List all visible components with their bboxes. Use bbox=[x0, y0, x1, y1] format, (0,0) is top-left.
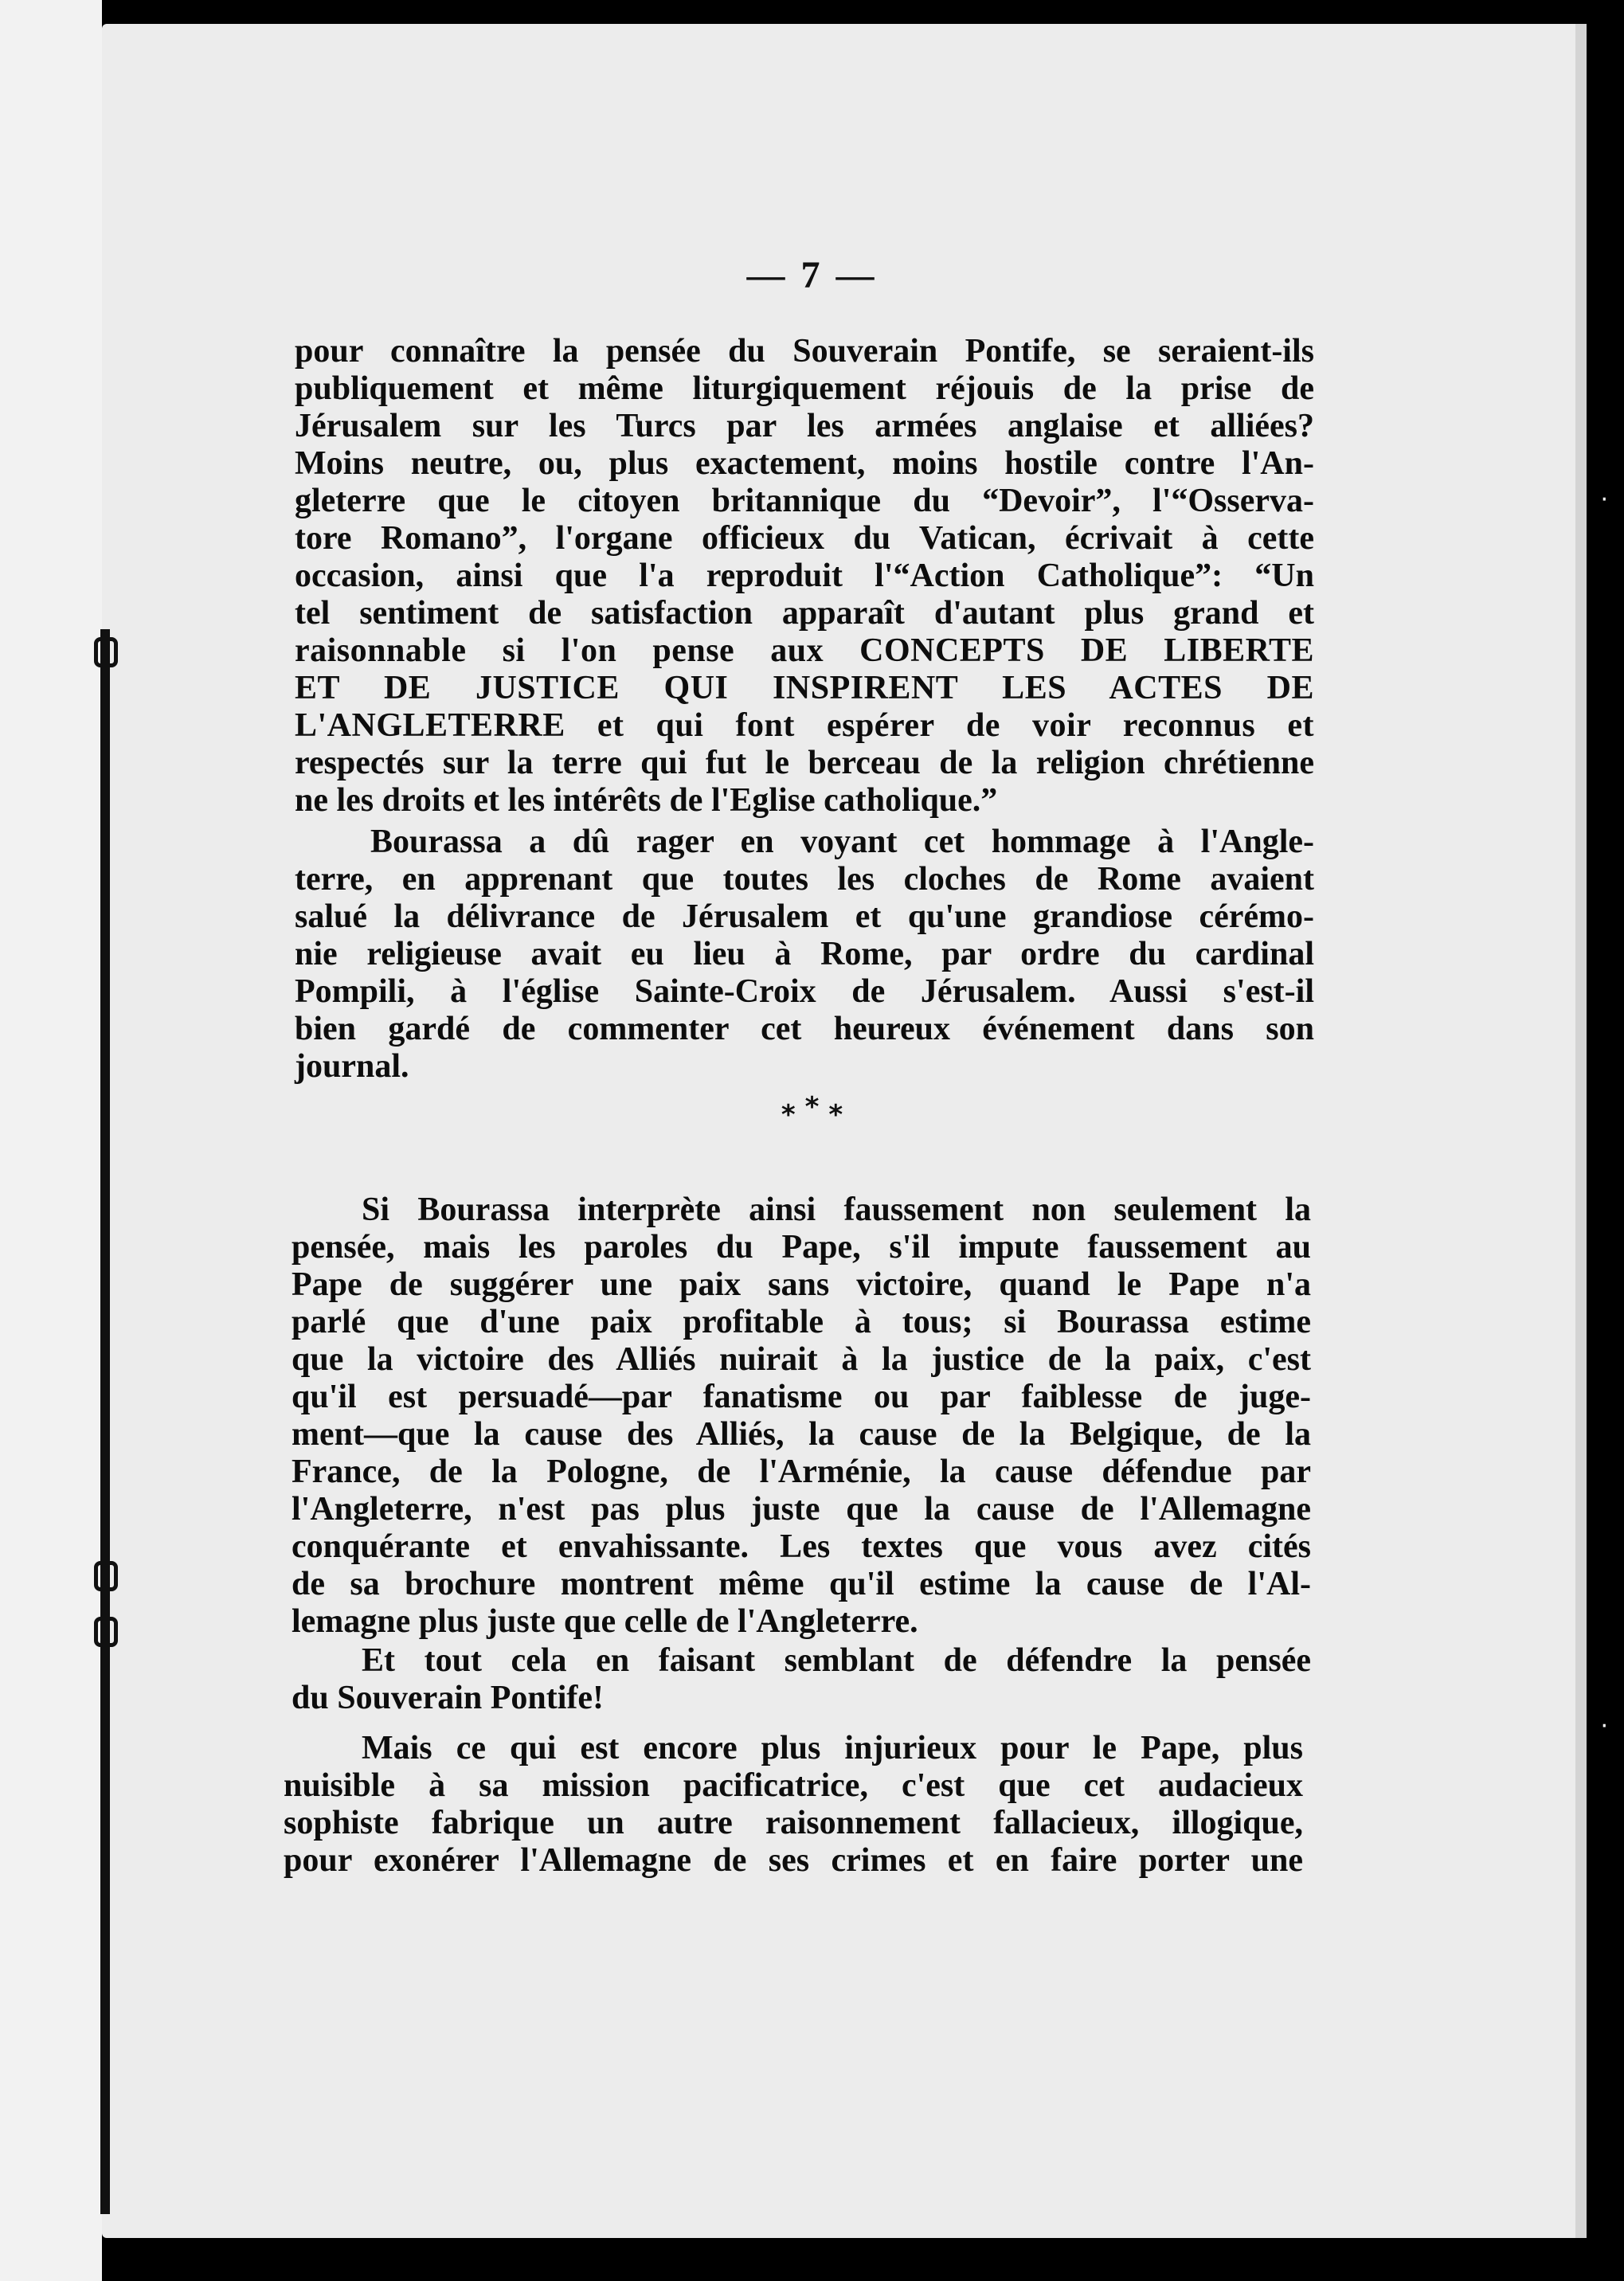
text-line: lemagne plus juste que celle de l'Angleterre. bbox=[292, 1603, 918, 1640]
text-line: respectés sur la terre qui fut le berceau de la religion chrétienne bbox=[295, 745, 1314, 781]
text-line: pour exonérer l'Allemagne de ses crimes et en faire porter une bbox=[284, 1842, 1303, 1879]
text-line: publiquement et même liturgiquement réjouis de la prise de bbox=[295, 370, 1314, 407]
asterisk-icon: * bbox=[828, 1099, 843, 1131]
text-line: de sa brochure montrent même qu'il estime la cause de l'Al- bbox=[292, 1566, 1311, 1602]
paragraph-3 bbox=[292, 1191, 1311, 1641]
text-line: Moins neutre, ou, plus exactement, moins hostile contre l'An- bbox=[295, 445, 1314, 482]
page-number: — 7 — bbox=[746, 254, 878, 296]
text-line: tore Romano”, l'organe officieux du Vatican, écrivait à cette bbox=[295, 520, 1314, 557]
edge-speck: · bbox=[1600, 1712, 1608, 1740]
staple-icon bbox=[94, 1561, 118, 1591]
text-line: pensée, mais les paroles du Pape, s'il impute faussement au bbox=[292, 1229, 1311, 1266]
paragraph-5 bbox=[284, 1730, 1303, 1880]
left-page-margin bbox=[0, 0, 102, 2281]
text-line: occasion, ainsi que l'a reproduit l'“Action Catholique”: “Un bbox=[295, 558, 1314, 594]
text-line: nie religieuse avait eu lieu à Rome, par ordre du cardinal bbox=[295, 936, 1314, 972]
text-line: l'Angleterre, n'est pas plus juste que la cause de l'Allemagne bbox=[292, 1491, 1311, 1528]
staple-icon bbox=[94, 1617, 118, 1647]
text-line: Mais ce qui est encore plus injurieux pour le Pape, plus bbox=[362, 1730, 1303, 1767]
text-line: gleterre que le citoyen britannique du “Devoir”, l'“Osserva- bbox=[295, 483, 1314, 519]
text-line: que la victoire des Alliés nuirait à la justice de la paix, c'est bbox=[292, 1341, 1311, 1378]
text-line: conquérante et envahissante. Les textes que vous avez cités bbox=[292, 1528, 1311, 1565]
text-line: terre, en apprenant que toutes les cloches de Rome avaient bbox=[295, 861, 1314, 898]
text-line: Et tout cela en faisant semblant de défendre la pensée bbox=[362, 1642, 1311, 1679]
text-line: Si Bourassa interprète ainsi faussement non seulement la bbox=[362, 1191, 1311, 1228]
text-line: qu'il est persuadé—par fanatisme ou par faiblesse de juge- bbox=[292, 1379, 1311, 1415]
text-line: ET DE JUSTICE QUI INSPIRENT LES ACTES DE bbox=[295, 670, 1314, 706]
text-line: salué la délivrance de Jérusalem et qu'une grandiose cérémo- bbox=[295, 898, 1314, 935]
text-line: L'ANGLETERRE et qui font espérer de voir reconnus et bbox=[295, 707, 1314, 744]
asterisk-icon: * bbox=[781, 1099, 796, 1131]
text-line: raisonnable si l'on pense aux CONCEPTS DE LIBERTE bbox=[295, 632, 1314, 669]
paragraph-1 bbox=[295, 333, 1314, 820]
text-line: tel sentiment de satisfaction apparaît d'autant plus grand et bbox=[295, 595, 1314, 632]
text-line: Jérusalem sur les Turcs par les armées anglaise et alliées? bbox=[295, 408, 1314, 444]
text-line: Bourassa a dû rager en voyant cet hommage à l'Angle- bbox=[370, 824, 1314, 860]
text-line: Pompili, à l'église Sainte-Croix de Jérusalem. Aussi s'est-il bbox=[295, 973, 1314, 1010]
page-edge bbox=[1575, 24, 1587, 2238]
text-line: bien gardé de commenter cet heureux événement dans son bbox=[295, 1011, 1314, 1047]
text-line: pour connaître la pensée du Souverain Pontife, se seraient-ils bbox=[295, 333, 1314, 370]
text-line: France, de la Pologne, de l'Arménie, la cause défendue par bbox=[292, 1454, 1311, 1490]
asterisk-icon: * bbox=[804, 1091, 820, 1123]
text-line: Pape de suggérer une paix sans victoire, quand le Pape n'a bbox=[292, 1266, 1311, 1303]
text-line: sophiste fabrique un autre raisonnement fallacieux, illogique, bbox=[284, 1805, 1303, 1841]
text-line: journal. bbox=[295, 1048, 409, 1085]
text-line: ment—que la cause des Alliés, la cause de la Belgique, de la bbox=[292, 1416, 1311, 1453]
binding-spine bbox=[100, 629, 110, 2214]
section-ornament bbox=[0, 1091, 1624, 1131]
staple-icon bbox=[94, 637, 118, 667]
edge-speck: · bbox=[1600, 486, 1608, 514]
paragraph-2 bbox=[295, 824, 1314, 1086]
text-line: ne les droits et les intérêts de l'Eglise catholique.” bbox=[295, 782, 998, 819]
text-line: nuisible à sa mission pacificatrice, c'est que cet audacieux bbox=[284, 1767, 1303, 1804]
paragraph-4 bbox=[292, 1642, 1311, 1717]
text-line: du Souverain Pontife! bbox=[292, 1680, 605, 1716]
text-line: parlé que d'une paix profitable à tous; si Bourassa estime bbox=[292, 1304, 1311, 1340]
